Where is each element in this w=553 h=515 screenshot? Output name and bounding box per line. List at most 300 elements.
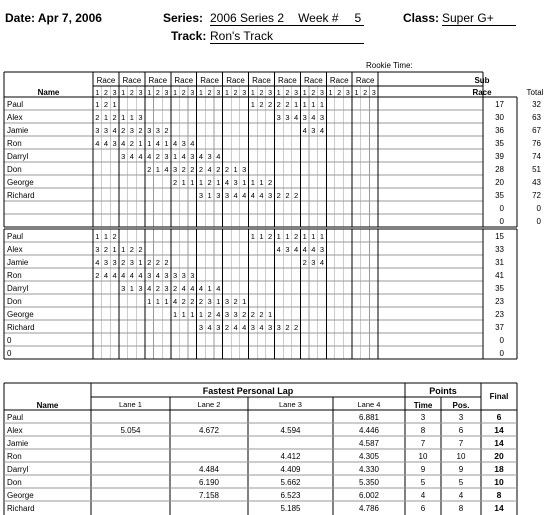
heat-position: 4 [216, 310, 221, 319]
heat-position: 4 [138, 271, 143, 280]
heat-position: 2 [103, 100, 109, 109]
race-header: Race [122, 76, 142, 85]
driver-name: Jamie [7, 126, 29, 135]
heat-label: 1 [121, 90, 126, 97]
sub-total: 30 [495, 113, 504, 122]
heat-position: 4 [103, 139, 109, 148]
heat-position: 3 [285, 245, 290, 254]
heat-position: 3 [129, 258, 134, 267]
heat-position: 2 [138, 245, 143, 254]
lane-lap-time: 7.158 [198, 491, 220, 500]
sub-total: 20 [495, 178, 504, 187]
heat-position: 1 [164, 139, 169, 148]
heat-position: 2 [276, 191, 281, 200]
driver-name: George [7, 178, 34, 187]
heat-position: 3 [311, 258, 316, 267]
heat-position: 3 [285, 113, 290, 122]
sub-total: 31 [495, 258, 504, 267]
heat-position: 3 [103, 126, 109, 135]
heat-position: 1 [250, 178, 255, 187]
heat-label: 1 [302, 90, 307, 97]
sub-total: 28 [495, 165, 504, 174]
heat-label: 2 [259, 90, 264, 97]
heat-position: 2 [224, 323, 230, 332]
lane-lap-time: 6.190 [198, 478, 220, 487]
heat-position: 1 [293, 100, 299, 109]
time-points: 8 [420, 426, 426, 435]
heat-position: 1 [121, 113, 126, 122]
heat-position: 4 [319, 258, 325, 267]
heat-position: 2 [198, 165, 204, 174]
heat-position: 2 [259, 310, 264, 319]
lane-lap-time: 4.412 [280, 452, 301, 461]
heat-position: 2 [259, 100, 264, 109]
heat-position: 3 [112, 258, 117, 267]
heat-position: 3 [172, 165, 178, 174]
pos-points: 8 [458, 504, 464, 513]
heat-position: 2 [121, 258, 126, 267]
total-header: Total [526, 88, 544, 97]
heat-position: 4 [293, 245, 299, 254]
heat-position: 4 [302, 245, 307, 254]
heat-position: 4 [311, 245, 316, 254]
date-year: , 2006 [68, 11, 102, 25]
sub-total: 23 [495, 297, 504, 306]
sub-total: 39 [495, 152, 504, 161]
heat-position: 2 [112, 113, 117, 122]
sub-total: 33 [495, 245, 504, 254]
heat-position: 1 [121, 245, 126, 254]
heat-label: 2 [129, 90, 134, 97]
grand-total: 63 [532, 113, 541, 122]
sub-total: 35 [495, 284, 504, 293]
heat-position: 4 [259, 323, 264, 332]
lap-driver-name: Jamie [7, 439, 29, 448]
race-header: Race [329, 76, 349, 85]
lane-header: Lane 3 [279, 400, 302, 409]
driver-name: Darryl [7, 152, 29, 161]
date-label: Date: Apr 7 [5, 11, 69, 25]
heat-position: 3 [147, 126, 152, 135]
heat-position: 2 [293, 323, 299, 332]
heat-position: 1 [190, 178, 195, 187]
grand-total: 0 [536, 217, 541, 226]
time-points: 4 [420, 491, 426, 500]
heat-position: 4 [181, 152, 186, 161]
lane-lap-time: 4.330 [358, 465, 380, 474]
heat-position: 3 [112, 139, 117, 148]
sub-total: 15 [495, 232, 504, 241]
pos-points: 3 [458, 413, 464, 422]
heat-position: 3 [216, 323, 221, 332]
lap-driver-name: Darryl [7, 465, 29, 474]
pos-points: 9 [458, 465, 464, 474]
heat-position: 1 [147, 297, 152, 306]
lap-driver-name: Ron [7, 452, 22, 461]
heat-position: 3 [138, 284, 143, 293]
lane-lap-time: 5.350 [358, 478, 380, 487]
heat-position: 3 [172, 271, 178, 280]
heat-position: 2 [164, 126, 169, 135]
heat-position: 4 [190, 139, 195, 148]
final-header: Final [489, 392, 509, 401]
heat-position: 4 [164, 165, 169, 174]
lane-lap-time: 4.587 [358, 439, 380, 448]
pos-points: 4 [458, 491, 464, 500]
heat-position: 1 [147, 139, 152, 148]
grand-total: 67 [532, 126, 541, 135]
heat-position: 1 [207, 191, 212, 200]
heat-position: 3 [198, 323, 204, 332]
heat-position: 3 [302, 113, 307, 122]
heat-position: 4 [293, 113, 299, 122]
heat-position: 3 [147, 271, 152, 280]
driver-name: Richard [7, 323, 35, 332]
sub-total: 41 [495, 271, 504, 280]
heat-position: 1 [138, 139, 143, 148]
heat-position: 3 [198, 191, 204, 200]
driver-name: Don [7, 165, 22, 174]
heat-position: 3 [276, 113, 281, 122]
lane-lap-time: 4.594 [280, 426, 301, 435]
heat-position: 3 [242, 165, 247, 174]
sub-total: 0 [499, 204, 504, 213]
grand-total: 32 [532, 100, 541, 109]
heat-position: 2 [112, 232, 117, 241]
heat-position: 4 [112, 271, 117, 280]
sub-total: 35 [495, 139, 504, 148]
heat-position: 3 [181, 271, 186, 280]
heat-position: 4 [233, 191, 238, 200]
heat-position: 4 [103, 271, 109, 280]
race-header: Race [355, 76, 375, 85]
heat-label: 3 [345, 90, 350, 97]
lap-name-header: Name [36, 401, 59, 410]
heat-position: 2 [95, 113, 100, 122]
sub-total: 37 [495, 323, 504, 332]
heat-position: 1 [259, 178, 264, 187]
lap-driver-name: Alex [7, 426, 23, 435]
heat-position: 1 [138, 258, 143, 267]
heat-position: 2 [138, 126, 143, 135]
heat-position: 3 [164, 152, 169, 161]
heat-position: 1 [216, 297, 221, 306]
driver-name: Jamie [7, 258, 29, 267]
heat-position: 4 [242, 191, 247, 200]
race-header: Race [226, 76, 245, 85]
heat-position: 4 [311, 113, 316, 122]
heat-label: 1 [147, 90, 152, 97]
lane-lap-time: 4.409 [280, 465, 301, 474]
heat-position: 2 [198, 297, 204, 306]
final-points: 14 [494, 503, 504, 513]
lane-header: Lane 1 [119, 400, 142, 409]
heat-position: 2 [172, 284, 178, 293]
final-points: 8 [496, 490, 502, 500]
grand-total: 76 [532, 139, 541, 148]
heat-position: 2 [268, 100, 273, 109]
week-label: Week # [298, 11, 339, 25]
grand-total: 51 [532, 165, 541, 174]
heat-position: 3 [164, 284, 169, 293]
heat-position: 2 [285, 323, 290, 332]
lane-lap-time: 5.662 [280, 478, 301, 487]
heat-position: 4 [121, 271, 126, 280]
heat-position: 4 [95, 258, 100, 267]
heat-position: 2 [155, 258, 160, 267]
heat-position: 1 [276, 232, 281, 241]
lane-lap-time: 5.054 [120, 426, 141, 435]
heat-position: 2 [164, 258, 169, 267]
name-header: Name [37, 88, 60, 97]
heat-position: 1 [181, 310, 186, 319]
heat-position: 1 [302, 100, 307, 109]
heat-label: 2 [207, 90, 212, 97]
heat-position: 1 [198, 310, 204, 319]
driver-name: 0 [7, 349, 12, 358]
lane-lap-time: 6.002 [358, 491, 380, 500]
heat-position: 3 [224, 310, 230, 319]
race-header: Race [96, 76, 116, 85]
lane-lap-time: 4.786 [358, 504, 380, 513]
heat-position: 1 [181, 178, 186, 187]
heat-position: 1 [155, 165, 160, 174]
heat-position: 1 [242, 297, 247, 306]
heat-label: 2 [337, 90, 342, 97]
driver-name: Alex [7, 245, 23, 254]
heat-position: 4 [138, 152, 143, 161]
heat-position: 3 [190, 152, 195, 161]
heat-position: 3 [164, 271, 169, 280]
heat-position: 2 [129, 245, 134, 254]
heat-position: 3 [311, 126, 316, 135]
lap-driver-name: Don [7, 478, 22, 487]
heat-position: 4 [147, 284, 152, 293]
sub-total: 35 [495, 191, 504, 200]
final-points: 20 [494, 451, 504, 461]
lane-lap-time: 5.185 [280, 504, 301, 513]
heat-position: 1 [190, 310, 195, 319]
heat-position: 4 [216, 284, 221, 293]
sub-total: 0 [499, 336, 504, 345]
heat-label: 3 [294, 90, 298, 97]
heat-position: 1 [259, 232, 264, 241]
heat-position: 1 [198, 178, 204, 187]
lane-lap-time: 6.523 [280, 491, 301, 500]
heat-label: 1 [250, 90, 255, 97]
time-points: 5 [420, 478, 426, 487]
heat-label: 1 [173, 90, 178, 97]
heat-position: 4 [302, 126, 307, 135]
lane-lap-time: 6.881 [358, 413, 380, 422]
final-points: 14 [494, 438, 504, 448]
heat-position: 2 [190, 165, 195, 174]
heat-position: 2 [293, 191, 299, 200]
heat-position: 3 [319, 113, 325, 122]
heat-position: 1 [250, 232, 255, 241]
heat-position: 4 [242, 323, 247, 332]
sub-total: 36 [495, 126, 504, 135]
sub-total: 0 [499, 349, 504, 358]
heat-position: 2 [250, 310, 255, 319]
heat-position: 3 [95, 245, 100, 254]
heat-position: 3 [129, 126, 134, 135]
heat-position: 2 [129, 139, 134, 148]
heat-position: 1 [164, 297, 169, 306]
heat-position: 1 [319, 100, 325, 109]
pos-header: Pos. [452, 401, 470, 410]
lane-header: Lane 2 [197, 400, 221, 409]
race-header: Race [252, 76, 271, 85]
heat-position: 4 [207, 323, 212, 332]
sub-header: Sub [474, 76, 490, 85]
heat-position: 4 [224, 178, 230, 187]
heat-position: 3 [233, 310, 238, 319]
final-points: 10 [494, 477, 504, 487]
series-label: Series: [163, 11, 204, 25]
heat-label: 1 [224, 90, 229, 97]
heat-label: 3 [371, 90, 376, 97]
heat-position: 4 [198, 284, 204, 293]
heat-position: 1 [285, 232, 290, 241]
heat-position: 4 [95, 139, 100, 148]
heat-position: 4 [147, 152, 152, 161]
heat-label: 1 [354, 90, 359, 97]
pos-points: 5 [458, 478, 464, 487]
track-value: Ron's Track [210, 29, 273, 43]
heat-position: 4 [216, 152, 221, 161]
points-header: Points [429, 386, 457, 396]
heat-position: 4 [121, 139, 126, 148]
heat-label: 3 [164, 90, 169, 97]
lane-lap-time: 4.484 [198, 465, 220, 474]
heat-position: 2 [285, 100, 290, 109]
lap-driver-name: George [7, 491, 34, 500]
heat-label: 1 [276, 90, 281, 97]
time-points: 9 [420, 465, 426, 474]
heat-position: 2 [147, 258, 152, 267]
final-points: 6 [496, 412, 502, 422]
heat-position: 3 [233, 178, 238, 187]
driver-name: Ron [7, 271, 22, 280]
heat-position: 4 [172, 297, 178, 306]
heat-label: 3 [216, 90, 221, 97]
class-value: Super G+ [442, 11, 494, 25]
driver-name: Ron [7, 139, 22, 148]
heat-position: 2 [242, 310, 247, 319]
heat-position: 2 [276, 100, 281, 109]
heat-position: 2 [216, 165, 221, 174]
heat-position: 3 [155, 126, 160, 135]
class-label: Class: [403, 11, 440, 25]
heat-position: 1 [302, 232, 307, 241]
heat-position: 3 [268, 191, 273, 200]
heat-position: 3 [319, 245, 325, 254]
heat-position: 4 [129, 152, 134, 161]
grand-total: 72 [532, 191, 541, 200]
heat-position: 4 [190, 284, 195, 293]
heat-label: 3 [138, 90, 143, 97]
time-points: 3 [420, 413, 426, 422]
heat-position: 1 [103, 232, 109, 241]
driver-name: Don [7, 297, 22, 306]
driver-name: Paul [7, 100, 24, 109]
heat-label: 3 [320, 90, 324, 97]
heat-position: 4 [207, 165, 212, 174]
heat-position: 3 [181, 139, 186, 148]
heat-position: 3 [121, 284, 126, 293]
heat-label: 2 [311, 90, 316, 97]
heat-position: 4 [181, 284, 186, 293]
heat-position: 3 [95, 126, 100, 135]
sub-race-header: Race [472, 88, 492, 97]
heat-position: 2 [181, 165, 186, 174]
heat-position: 4 [198, 152, 204, 161]
heat-position: 4 [276, 245, 281, 254]
driver-name: Paul [7, 232, 24, 241]
heat-position: 4 [233, 323, 238, 332]
grand-total: 74 [532, 152, 541, 161]
lap-driver-name: Paul [7, 413, 24, 422]
heat-position: 4 [112, 126, 117, 135]
heat-label: 1 [199, 90, 203, 97]
pos-points: 10 [456, 452, 466, 461]
heat-position: 1 [172, 310, 178, 319]
week-value: 5 [354, 11, 362, 25]
lane-lap-time: 4.672 [198, 426, 220, 435]
heat-position: 2 [121, 126, 126, 135]
heat-position: 2 [224, 165, 230, 174]
heat-position: 1 [311, 232, 316, 241]
grand-total: 43 [532, 178, 541, 187]
heat-position: 1 [129, 113, 134, 122]
final-points: 18 [494, 464, 504, 474]
grand-total: 0 [536, 204, 541, 213]
sub-total: 17 [495, 100, 504, 109]
driver-name: 0 [7, 336, 12, 345]
sub-total: 23 [495, 310, 504, 319]
driver-name: Alex [7, 113, 23, 122]
time-points: 6 [420, 504, 426, 513]
heat-position: 3 [103, 258, 109, 267]
heat-position: 2 [95, 271, 100, 280]
heat-position: 1 [216, 178, 221, 187]
heat-label: 2 [104, 90, 108, 97]
final-points: 14 [494, 425, 504, 435]
heat-position: 2 [155, 284, 160, 293]
driver-name: Darryl [7, 284, 29, 293]
heat-position: 2 [103, 245, 109, 254]
lane-lap-time: 4.446 [358, 426, 380, 435]
heat-label: 1 [95, 90, 100, 97]
time-points: 7 [420, 439, 426, 448]
heat-position: 1 [103, 113, 109, 122]
time-points: 10 [418, 452, 428, 461]
lane-lap-time: 4.305 [358, 452, 380, 461]
heat-position: 3 [190, 271, 195, 280]
heat-label: 2 [155, 90, 160, 97]
pos-points: 6 [458, 426, 464, 435]
race-header: Race [278, 76, 297, 85]
heat-position: 3 [224, 191, 230, 200]
heat-position: 2 [207, 310, 212, 319]
heat-position: 2 [268, 232, 273, 241]
heat-position: 1 [242, 178, 247, 187]
heat-position: 2 [172, 178, 178, 187]
heat-label: 2 [233, 90, 238, 97]
race-header: Race [174, 76, 194, 85]
heat-position: 4 [155, 271, 160, 280]
